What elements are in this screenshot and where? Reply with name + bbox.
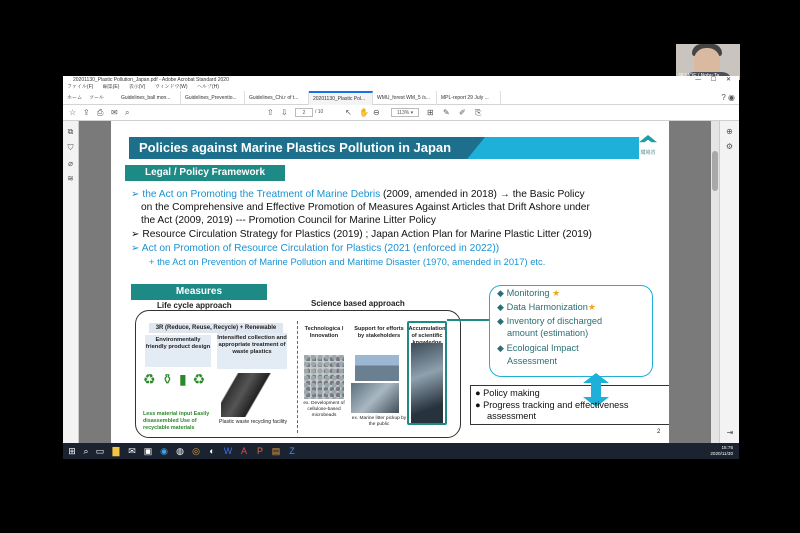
search-icon[interactable]: ⌕ — [125, 108, 130, 117]
inventory-item-cont: amount (estimation) — [507, 328, 589, 338]
app-icon[interactable]: ◍ — [176, 446, 184, 456]
share-icon[interactable]: ⎘ — [475, 108, 482, 117]
prev-page-icon[interactable]: ⇧ — [267, 108, 274, 117]
upload-icon[interactable]: ⇪ — [83, 108, 90, 117]
section-measures: Measures — [131, 284, 267, 300]
pickup-caption: ex. Marine litter pickup by the public — [351, 416, 407, 427]
microbeads-photo — [304, 355, 344, 399]
tab-tools[interactable]: ツール — [89, 95, 104, 101]
start-icon[interactable]: ⊞ — [68, 446, 76, 456]
zoom-select[interactable]: 113% ▾ — [391, 108, 419, 117]
marine-debris-act: the Act on Promoting the Treatment of Marine Debris — [142, 189, 381, 200]
page-fit-icon[interactable]: ⊞ — [427, 108, 434, 117]
explorer-icon[interactable]: ▇ — [112, 446, 120, 456]
app-icon[interactable]: ▤ — [271, 446, 281, 456]
tech-innovation-label: Technologica l Innovation — [304, 326, 344, 339]
beach-cleanup-photo-2 — [351, 383, 399, 413]
windows-taskbar — [63, 443, 739, 459]
policy-making-item: ● Policy making — [475, 388, 540, 398]
webcam-thumbnail — [676, 44, 740, 80]
attachment-icon[interactable]: ⌀ — [68, 159, 73, 168]
create-icon[interactable]: ☆ — [69, 108, 77, 117]
acrobat-window — [63, 76, 739, 457]
doc-tab-active[interactable]: 20201130_Plastic Pol... — [309, 91, 373, 105]
toolbar — [63, 105, 739, 121]
acrobat-icon[interactable]: A — [240, 446, 247, 456]
policy-line-4: ➢ Resource Circulation Strategy for Plastics (2019) ; Japan Action Plan for Marine Plastic Litter (2019) — [131, 229, 592, 240]
clock-date: 2020/11/30 — [710, 451, 733, 456]
page-total: / 10 — [315, 109, 324, 115]
policy-line-1 — [131, 188, 585, 201]
tab-home[interactable]: ホーム — [67, 95, 83, 101]
mail-icon[interactable]: ✉ — [128, 446, 136, 456]
right-tools-rail — [719, 121, 739, 443]
hand-tool-icon[interactable]: ✋ — [359, 108, 369, 117]
layers-icon[interactable]: ≋ — [67, 174, 74, 183]
policy-line-5: ➢ Act on Promotion of Resource Circulation for Plastics (2021 (enforced in 2022)) — [131, 243, 500, 254]
window-titlebar — [63, 76, 739, 84]
microbeads-caption: ex. Development of cellulose-based microbeads — [303, 401, 345, 418]
ecological-impact-cont: Assessment — [507, 356, 558, 366]
menu-view[interactable]: 表示(V) — [128, 84, 146, 90]
logo-text: 環境省 — [640, 150, 656, 156]
scrollbar-thumb[interactable] — [712, 151, 718, 191]
pdf-page — [111, 121, 669, 443]
collection-box: Intensified collection and appropriate treatment of waste plastics — [217, 333, 287, 369]
menu-edit[interactable]: 編集(E) — [102, 84, 120, 90]
search-icon[interactable]: ⌕ — [83, 446, 89, 456]
expand-icon[interactable]: ⇥ — [726, 428, 734, 437]
life-cycle-title: Life cycle approach — [157, 301, 232, 310]
doc-tab-6[interactable]: MPL-report 29 July ... — [437, 91, 501, 105]
slide-page-number: 2 — [657, 429, 661, 435]
data-harmonization-label: ◆ Data Harmonization — [497, 302, 588, 312]
tools-icon[interactable]: ⚙ — [725, 142, 734, 151]
zoom-app-icon[interactable]: Z — [289, 446, 295, 456]
comment-icon[interactable]: ✎ — [443, 108, 450, 117]
page-number-input[interactable]: 2 — [295, 108, 313, 117]
arrow-bullet: ➢ — [131, 189, 143, 200]
window-title: 20201130_Plastic Pollution_Japan.pdf - Adobe Acrobat Standard 2020 — [73, 77, 229, 83]
edge-icon[interactable]: ◉ — [160, 446, 168, 456]
clock-time: 15:76 — [721, 445, 733, 450]
doc-tab-1[interactable]: Guidelines_ball mon... — [117, 91, 181, 105]
bookmark-icon[interactable]: ⛉ — [67, 143, 74, 152]
policy-line-1-rest: (2009, amended in 2018) → the Basic Policy — [380, 189, 585, 200]
facility-caption: Plastic waste recycling facility — [219, 419, 288, 425]
ministry-logo — [633, 135, 663, 159]
design-notes: Less material input Easily disassembled Use of recyclable materials — [143, 411, 210, 431]
product-design-box: Environmentally friendly product design — [145, 335, 211, 367]
progress-tracking-item: ● Progress tracking and effectiveness — [475, 400, 629, 410]
doc-tab-5[interactable]: WMU_forest WM_5 /s... — [373, 91, 437, 105]
zoom-in-icon[interactable]: ⊕ — [726, 127, 733, 136]
app-icon[interactable]: ▣ — [143, 446, 153, 456]
policy-line-6: + the Act on Prevention of Marine Pollution and Maritime Disaster (1970, amended in 2017) etc. — [149, 256, 546, 267]
logo-mark-icon — [639, 135, 657, 147]
zoom-out-icon[interactable]: ⊖ — [373, 108, 380, 117]
chrome-icon[interactable]: ◎ — [192, 446, 200, 456]
beach-cleanup-photo-1 — [355, 355, 399, 381]
3r-header: 3R (Reduce, Reuse, Recycle) + Renewable — [149, 323, 283, 333]
recycle-icon: ♻ ⚱ ▮ ♻ — [143, 371, 207, 387]
policy-line-3: the Act (2009, 2019) --- Promotion Council for Marine Litter Policy — [141, 215, 436, 226]
highlight-icon[interactable]: ✐ — [459, 108, 466, 117]
left-navigation-rail — [63, 121, 79, 443]
app-icon[interactable]: ◐ — [209, 446, 215, 456]
help-icon[interactable]: ? ◉ — [721, 93, 735, 102]
stakeholder-support-label: Support for efforts by stakeholders — [354, 326, 404, 339]
progress-tracking-cont: assessment — [487, 411, 537, 421]
ecological-impact-item: ◆ Ecological Impact — [497, 343, 579, 353]
star-icon: ★ — [552, 288, 561, 298]
recycling-facility-photo — [221, 373, 277, 417]
doc-tab-2[interactable]: Guidelines_Preventio... — [181, 91, 245, 105]
scientific-knowledge-label: Accumulation of scientific — [408, 326, 446, 339]
page-thumbnails-icon[interactable]: ⧉ — [67, 127, 74, 136]
vertical-scrollbar[interactable] — [711, 121, 719, 443]
inventory-item: ◆ Inventory of discharged — [497, 316, 603, 326]
menu-help[interactable]: ヘルプ(H) — [196, 84, 219, 90]
star-icon: ★ — [587, 302, 597, 312]
document-area — [63, 121, 739, 443]
next-page-icon[interactable]: ⇩ — [281, 108, 288, 117]
mail-icon[interactable]: ✉ — [111, 108, 118, 117]
print-icon[interactable]: ⎙ — [97, 108, 104, 117]
menu-window[interactable]: ウィンドウ(W) — [154, 84, 188, 90]
word-icon[interactable]: W — [223, 446, 233, 456]
approach-divider — [297, 321, 298, 433]
menu-file[interactable]: ファイル(F) — [67, 84, 94, 90]
document-tab-bar — [63, 91, 739, 105]
window-controls[interactable]: — ☐ ✕ — [695, 77, 735, 83]
slide-title: Policies against Marine Plastics Pollution in Japan — [139, 140, 452, 155]
section-legal-policy: Legal / Policy Framework — [125, 165, 285, 181]
policy-line-2: on the Comprehensive and Effective Promotion of Measures Against Articles that Drift Ashore under — [141, 202, 590, 213]
doc-tab-3[interactable]: Guidelines_Chi.r of t... — [245, 91, 309, 105]
powerpoint-icon[interactable]: P — [256, 446, 263, 456]
monitoring-item — [497, 288, 560, 299]
science-title: Science based approach — [311, 299, 405, 308]
slide-title-banner — [129, 137, 639, 159]
marine-debris-photo — [411, 343, 443, 423]
system-clock[interactable] — [710, 445, 733, 457]
data-harmonization-item — [497, 302, 596, 313]
task-view-icon[interactable]: ▭ — [95, 446, 105, 456]
monitoring-label: ◆ Monitoring — [497, 288, 550, 298]
select-cursor-icon[interactable]: ↖ — [345, 108, 352, 117]
